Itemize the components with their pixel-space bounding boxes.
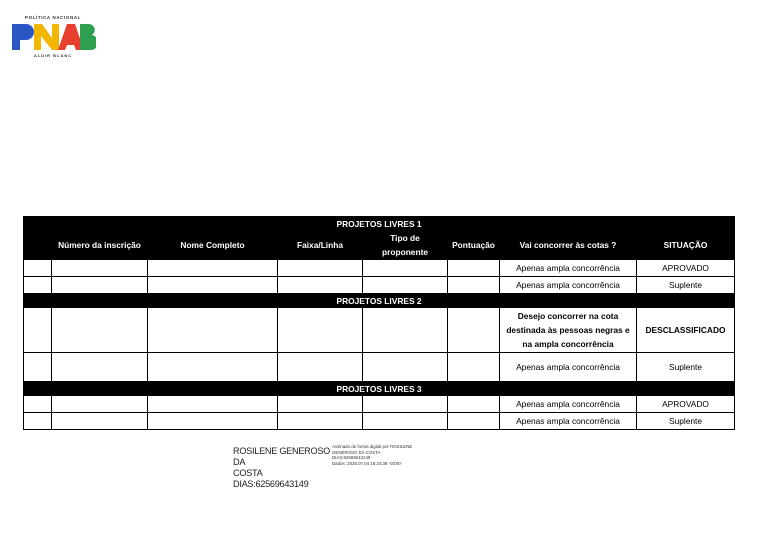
col-header-faixa: Faixa/Linha bbox=[278, 231, 363, 260]
section-title: PROJETOS LIVRES 3 bbox=[24, 382, 735, 396]
col-header-situacao: SITUAÇÃO bbox=[637, 231, 735, 260]
situacao-cell: APROVADO bbox=[637, 396, 735, 413]
table-row bbox=[24, 413, 735, 430]
situacao-cell: Suplente bbox=[637, 413, 735, 430]
cotas-cell: Apenas ampla concorrência bbox=[500, 396, 637, 413]
signature-detail-line2: GENEROSO DA COSTA bbox=[332, 449, 381, 455]
pnab-logo bbox=[10, 15, 96, 59]
pnab-wordmark bbox=[10, 22, 96, 52]
situacao-cell: APROVADO bbox=[637, 260, 735, 277]
col-header-pontuacao: Pontuação bbox=[448, 231, 500, 260]
cotas-cell: Apenas ampla concorrência bbox=[500, 353, 637, 382]
logo-letter-p bbox=[12, 24, 34, 50]
col-header-blank bbox=[24, 231, 52, 260]
signature-name-line2: COSTA DIAS:62569643149 bbox=[233, 468, 309, 489]
results-table bbox=[23, 216, 735, 430]
col-header-cotas: Vai concorrer às cotas ? bbox=[500, 231, 637, 260]
signature-name-line1: ROSILENE GENEROSO DA bbox=[233, 446, 331, 467]
section-title: PROJETOS LIVRES 1 bbox=[24, 217, 735, 231]
col-header-tipo bbox=[363, 231, 448, 260]
table-row bbox=[24, 396, 735, 413]
table-row bbox=[24, 308, 735, 353]
col-header-tipo-line2: proponente bbox=[381, 247, 429, 257]
signature-detail-line3: DIAS:62569643149 bbox=[332, 455, 371, 461]
cotas-cell: Apenas ampla concorrência bbox=[500, 260, 637, 277]
logo-top-text: POLÍTICA NACIONAL bbox=[24, 15, 82, 20]
situacao-cell: Suplente bbox=[637, 353, 735, 382]
cotas-cell: Desejo concorrer na cota destinada às pessoas negras e na ampla concorrência bbox=[500, 308, 637, 353]
cotas-cell: Apenas ampla concorrência bbox=[500, 413, 637, 430]
situacao-cell: DESCLASSIFICADO bbox=[637, 308, 735, 353]
table-row bbox=[24, 260, 735, 277]
logo-letter-b bbox=[80, 24, 96, 50]
col-header-nome: Nome Completo bbox=[148, 231, 278, 260]
situacao-cell: Suplente bbox=[637, 277, 735, 294]
section-header-3 bbox=[24, 382, 735, 396]
col-header-tipo-line1: Tipo de bbox=[390, 233, 420, 243]
logo-letter-n bbox=[34, 24, 59, 50]
signature-name bbox=[233, 446, 333, 490]
column-header-row bbox=[24, 231, 735, 260]
section-header-2 bbox=[24, 294, 735, 308]
cotas-cell: Apenas ampla concorrência bbox=[500, 277, 637, 294]
signature-detail-line4: Dados: 2025.07.04 16:24:38 -03'00' bbox=[332, 460, 402, 466]
signature-details bbox=[332, 444, 442, 466]
signature-detail-line1: Assinado de forma digital por ROSILENE bbox=[332, 444, 413, 449]
logo-bottom-text: ALDIR BLANC bbox=[33, 53, 73, 58]
section-title: PROJETOS LIVRES 2 bbox=[24, 294, 735, 308]
section-header-1 bbox=[24, 217, 735, 231]
col-header-numero: Número da inscrição bbox=[52, 231, 148, 260]
table-row bbox=[24, 353, 735, 382]
table-row bbox=[24, 277, 735, 294]
